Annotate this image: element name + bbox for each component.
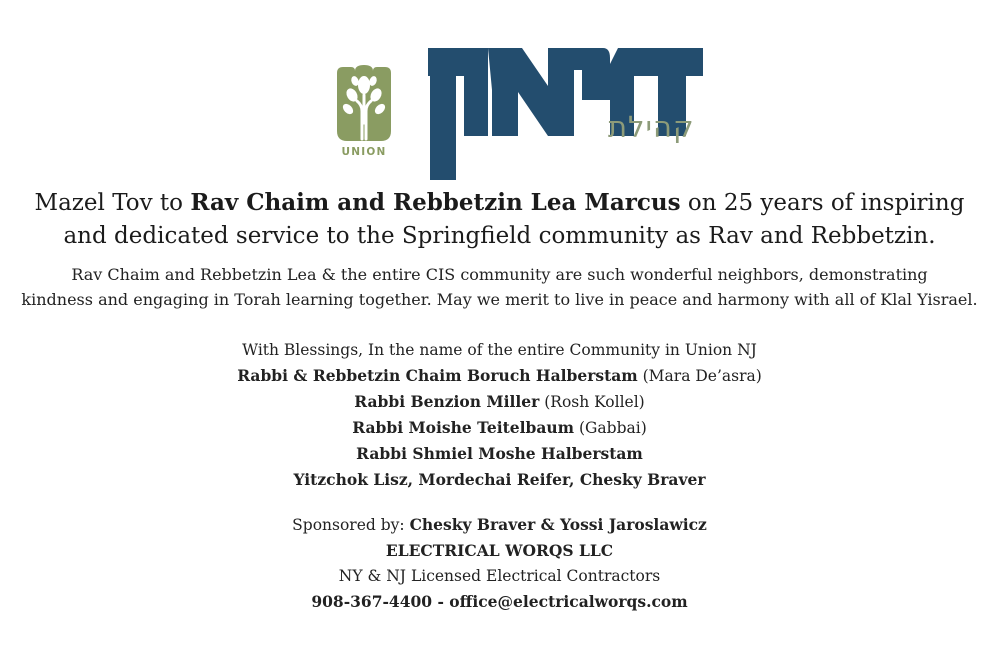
company-name-text: ELECTRICAL WORQS LLC bbox=[385, 541, 614, 560]
sponsored-by-line bbox=[0, 512, 999, 538]
signer-row bbox=[0, 415, 999, 441]
signer-title: (Rosh Kollel) bbox=[539, 393, 645, 411]
emblem-label: UNION bbox=[341, 146, 387, 158]
tree-emblem-icon bbox=[335, 65, 393, 175]
company-description: NY & NJ Licensed Electrical Contractors bbox=[338, 567, 661, 585]
contact-text: 908-367-4400 - office@electricalworqs.com bbox=[311, 592, 688, 611]
kehilat-union-logo bbox=[330, 40, 695, 180]
mazel-tov-headline bbox=[0, 186, 999, 253]
sponsor-block bbox=[0, 512, 999, 615]
signer-name: Rabbi Benzion Miller bbox=[354, 392, 540, 411]
signer-name: Yitzchok Lisz, Mordechai Reifer, Chesky Braver bbox=[293, 470, 706, 489]
signer-title: (Mara De’asra) bbox=[637, 367, 762, 385]
signer-name: Rabbi & Rebbetzin Chaim Boruch Halberstam bbox=[237, 366, 638, 385]
company-contact bbox=[0, 589, 999, 615]
tribute-line-1: Rav Chaim and Rebbetzin Lea & the entire CIS community are such wonderful neighbors, demonstrating bbox=[71, 265, 928, 284]
company-name bbox=[0, 538, 999, 564]
signer-row bbox=[0, 467, 999, 493]
kehilat-wordmark: קהילת bbox=[608, 110, 695, 144]
headline-suffix: on 25 years of inspiring bbox=[680, 190, 965, 216]
headline-line-2: and dedicated service to the Springfield community as Rav and Rebbetzin. bbox=[63, 223, 936, 249]
tribute-paragraph bbox=[0, 262, 999, 312]
signers-block bbox=[0, 338, 999, 493]
signer-row bbox=[0, 389, 999, 415]
blessings-intro: With Blessings, In the name of the entire Community in Union NJ bbox=[242, 341, 757, 359]
headline-line-1 bbox=[0, 186, 999, 220]
honorees-name: Rav Chaim and Rebbetzin Lea Marcus bbox=[190, 189, 681, 216]
tribute-line-2: kindness and engaging in Torah learning together. May we merit to live in peace and harmony with all of Klal Yisrael. bbox=[21, 290, 978, 309]
signer-name: Rabbi Moishe Teitelbaum bbox=[352, 418, 575, 437]
signer-name: Rabbi Shmiel Moshe Halberstam bbox=[356, 444, 643, 463]
headline-prefix: Mazel Tov to bbox=[34, 190, 191, 216]
signer-title: (Gabbai) bbox=[574, 419, 647, 437]
signer-row bbox=[0, 363, 999, 389]
signer-row bbox=[0, 441, 999, 467]
sponsored-by-label: Sponsored by: bbox=[292, 516, 410, 534]
sponsor-names: Chesky Braver & Yossi Jaroslawicz bbox=[409, 515, 707, 534]
